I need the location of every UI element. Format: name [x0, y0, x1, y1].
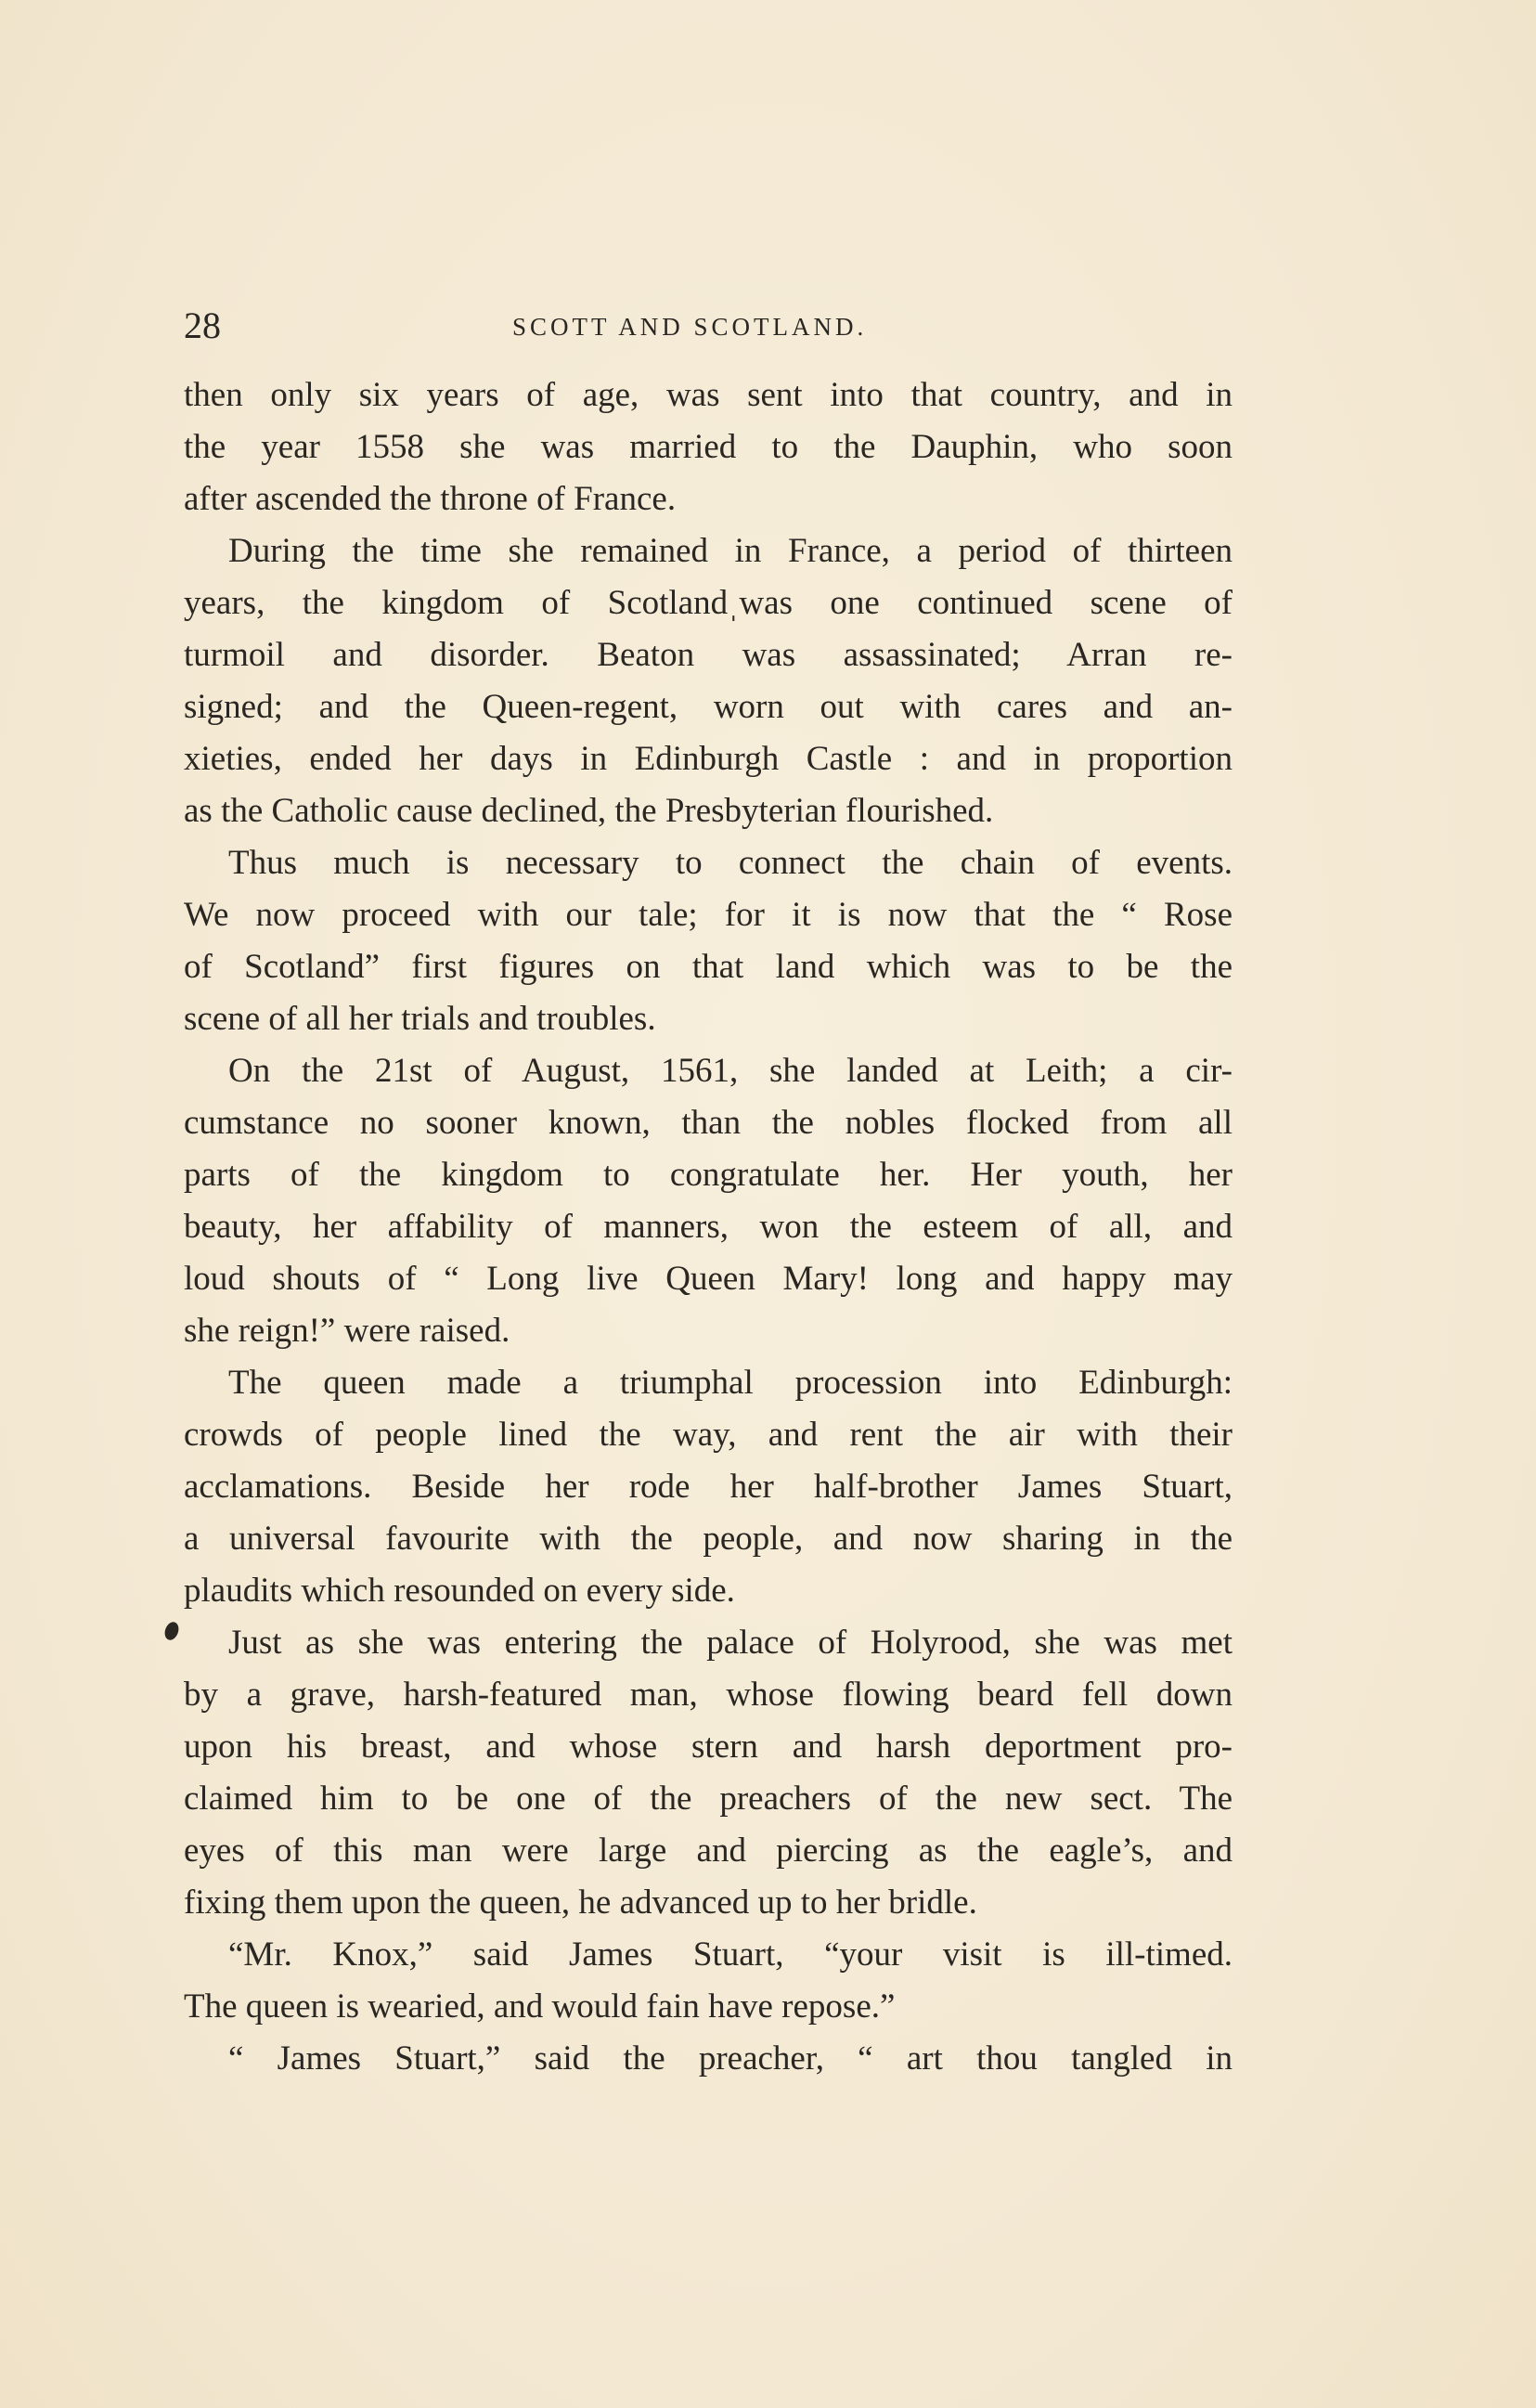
- text-line: plaudits which resounded on every side.: [184, 1572, 735, 1610]
- text-line: signed; and the Queen-regent, worn out with cares and an-: [184, 688, 1233, 726]
- text-line: fixing them upon the queen, he advanced up to her bridle.: [184, 1884, 977, 1922]
- text-line: crowds of people lined the way, and rent the air with their: [184, 1416, 1233, 1454]
- text-line: by a grave, harsh-featured man, whose flowing beard fell down: [184, 1676, 1233, 1714]
- page-header: [184, 303, 1223, 349]
- text-line: of Scotland” first figures on that land which was to be the: [184, 948, 1233, 986]
- ink-mark: [162, 1620, 181, 1642]
- text-line: years, the kingdom of Scotlandˌwas one continued scene of: [184, 584, 1233, 622]
- text-line: acclamations. Beside her rode her half-brother James Stuart,: [184, 1468, 1233, 1506]
- text-line: The queen made a triumphal procession into Edinburgh:: [228, 1364, 1233, 1402]
- text-line: then only six years of age, was sent into that country, and in: [184, 376, 1233, 414]
- text-line: after ascended the throne of France.: [184, 480, 677, 518]
- text-line: xieties, ended her days in Edinburgh Castle : and in proportion: [184, 740, 1233, 778]
- text-line: upon his breast, and whose stern and harsh deportment pro-: [184, 1728, 1233, 1766]
- text-line: cumstance no sooner known, than the nobles flocked from all: [184, 1104, 1233, 1142]
- text-line: eyes of this man were large and piercing as the eagle’s, and: [184, 1832, 1233, 1870]
- text-line: scene of all her trials and troubles.: [184, 1000, 656, 1038]
- text-line: beauty, her affability of manners, won the esteem of all, and: [184, 1208, 1233, 1246]
- text-line: turmoil and disorder. Beaton was assassinated; Arran re-: [184, 636, 1233, 674]
- text-line: loud shouts of “ Long live Queen Mary! long and happy may: [184, 1260, 1233, 1298]
- text-line: as the Catholic cause declined, the Presbyterian flourished.: [184, 792, 994, 830]
- body-text: [184, 369, 1233, 2085]
- text-line: she reign!” were raised.: [184, 1312, 510, 1350]
- text-line: The queen is wearied, and would fain have repose.”: [184, 1987, 896, 2026]
- text-line: During the time she remained in France, a period of thirteen: [228, 532, 1233, 570]
- text-line: “ James Stuart,” said the preacher, “ art thou tangled in: [228, 2039, 1233, 2078]
- running-head: SCOTT AND SCOTLAND.: [512, 313, 868, 341]
- text-line: the year 1558 she was married to the Dauphin, who soon: [184, 428, 1233, 466]
- text-line: Thus much is necessary to connect the chain of events.: [228, 844, 1233, 882]
- text-line: Just as she was entering the palace of Holyrood, she was met: [228, 1624, 1233, 1662]
- text-line: On the 21st of August, 1561, she landed at Leith; a cir-: [228, 1052, 1233, 1090]
- text-line: parts of the kingdom to congratulate her. Her youth, her: [184, 1156, 1233, 1194]
- page-number: 28: [184, 304, 221, 346]
- text-line: We now proceed with our tale; for it is now that the “ Rose: [184, 896, 1233, 934]
- text-line: “Mr. Knox,” said James Stuart, “your visit is ill-timed.: [228, 1935, 1233, 1974]
- text-line: claimed him to be one of the preachers of the new sect. The: [184, 1780, 1233, 1818]
- text-line: a universal favourite with the people, and now sharing in the: [184, 1520, 1233, 1558]
